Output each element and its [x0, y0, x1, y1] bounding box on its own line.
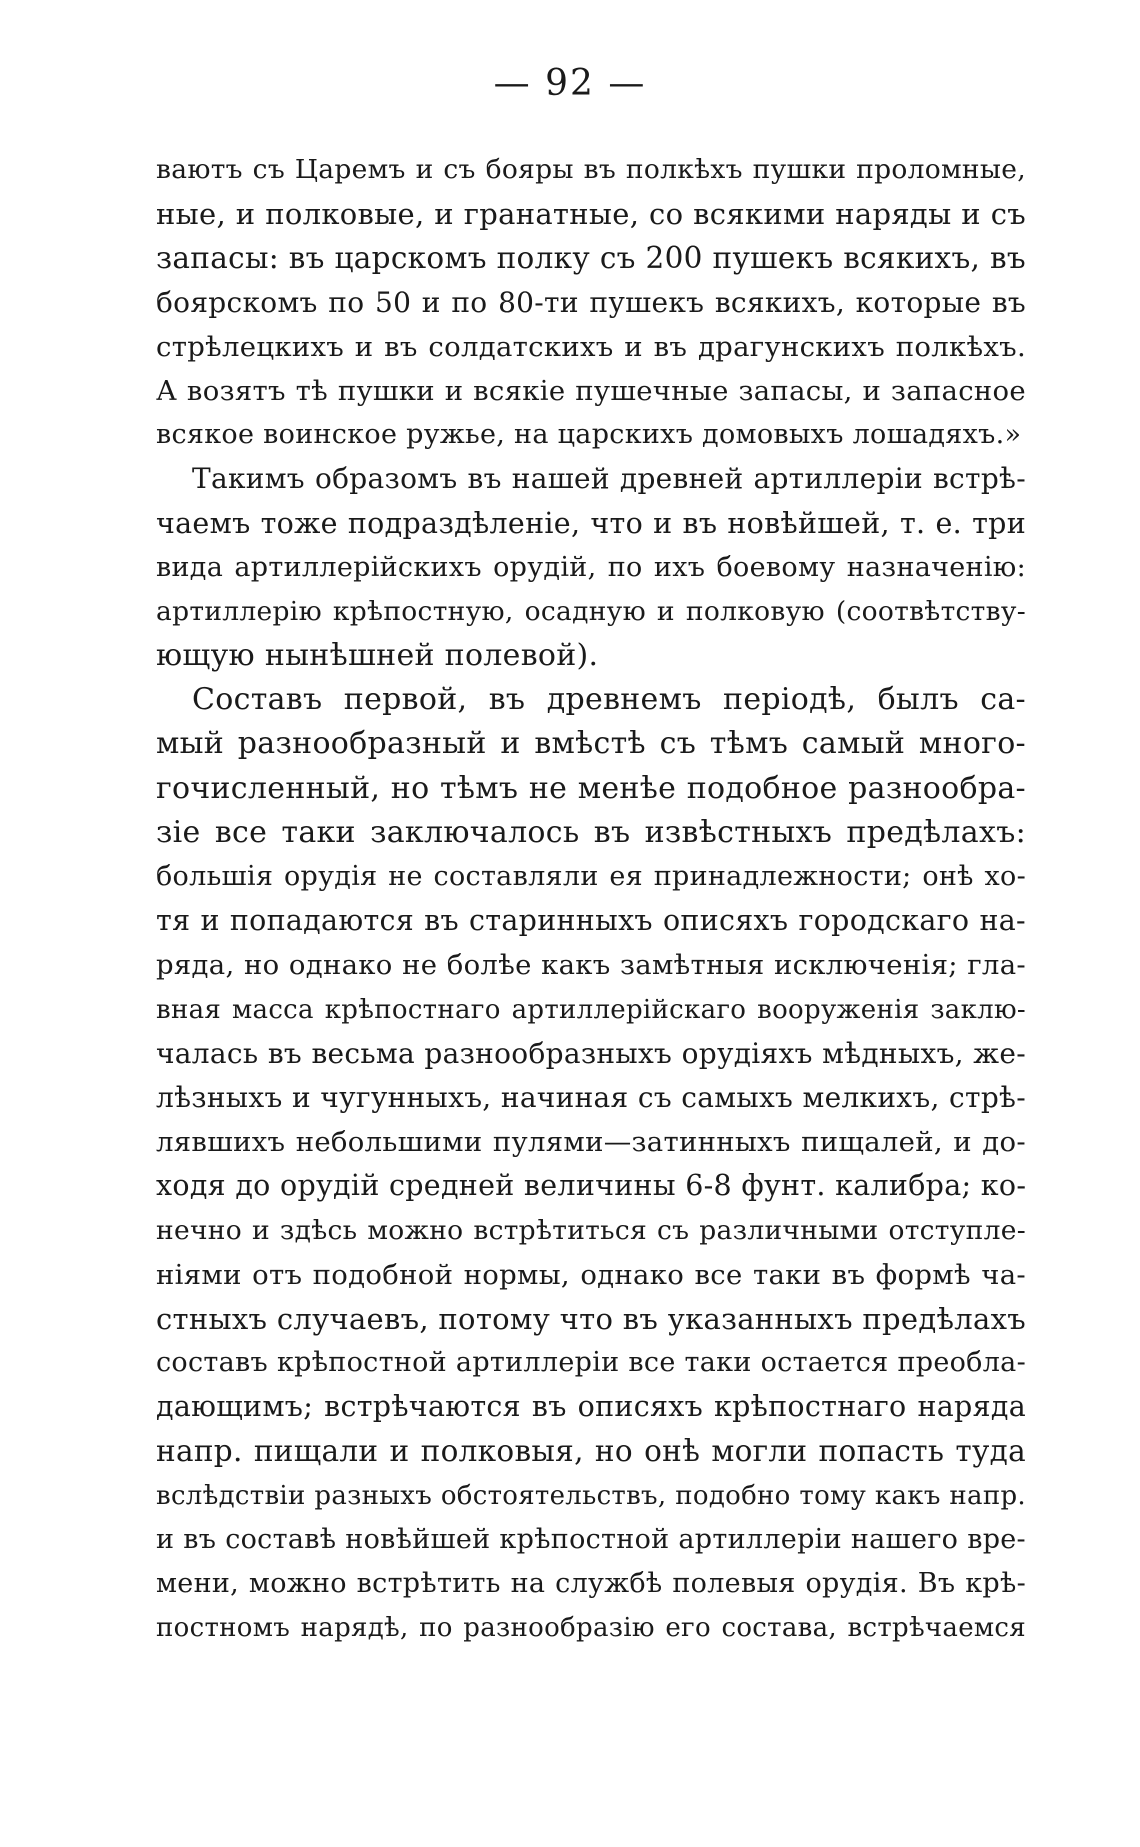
page-number: — 92 — [493, 63, 647, 104]
body-text [156, 148, 1026, 1650]
text-line: ходя до орудій средней величины 6-8 фунт. калибра; ко- [156, 1169, 1026, 1203]
text-line: зіе все таки заключалось въ извѣстныхъ предѣлахъ: [156, 814, 1026, 850]
text-line: артиллерію крѣпостную, осадную и полковую (соотвѣтству- [156, 595, 1026, 627]
text-line: тя и попадаются въ старинныхъ описяхъ городскаго на- [156, 904, 1026, 938]
text-line: всякое воинское ружье, на царскихъ домовыхъ лошадяхъ.» [156, 419, 1022, 451]
text-line: боярскомъ по 50 и по 80-ти пушекъ всякихъ, которые въ [156, 285, 1026, 319]
text-line: составъ крѣпостной артиллеріи все таки остается преобла- [156, 1347, 1026, 1379]
text-line: стныхъ случаевъ, потому что въ указанныхъ предѣлахъ [156, 1301, 1026, 1336]
text-line: Составъ первой, въ древнемъ періодѣ, былъ са- [192, 682, 1026, 718]
text-line: чалась въ весьма разнообразныхъ орудіяхъ мѣдныхъ, же- [156, 1036, 1026, 1070]
text-line: ряда, но однако не болѣе какъ замѣтныя исключенія; гла- [156, 949, 1026, 982]
text-line: и въ составѣ новѣйшей крѣпостной артиллеріи нашего вре- [156, 1523, 1026, 1555]
text-line: гочисленный, но тѣмъ не менѣе подобное разнообра- [156, 770, 1026, 806]
text-line: ніями отъ подобной нормы, однако все таки въ формѣ ча- [156, 1258, 1026, 1291]
text-line: вслѣдствіи разныхъ обстоятельствъ, подобно тому какъ напр. [156, 1480, 1026, 1511]
text-line: А возятъ тѣ пушки и всякіе пушечные запасы, и запасное [156, 374, 1026, 407]
text-line: мени, можно встрѣтить на службѣ полевыя орудія. Въ крѣ- [156, 1568, 1026, 1599]
text-line: постномъ нарядѣ, по разнообразію его состава, встрѣчаемся [156, 1613, 1026, 1644]
text-line: большія орудія не составляли ея принадлежности; онѣ хо- [156, 861, 1026, 892]
text-line: дающимъ; встрѣчаются въ описяхъ крѣпостнаго наряда [156, 1390, 1026, 1424]
text-line: ные, и полковые, и гранатные, со всякими наряды и съ [156, 197, 1026, 232]
text-line: ющую нынѣшней полевой). [156, 638, 599, 674]
text-line: напр. пищали и полковыя, но онѣ могли попасть туда [156, 1434, 1026, 1469]
text-line: лявшихъ небольшими пулями—затинныхъ пищалей, и до- [156, 1126, 1026, 1159]
text-line: мый разнообразный и вмѣстѣ съ тѣмъ самый много- [156, 726, 1026, 762]
text-line: вная масса крѣпостнаго артиллерійскаго вооруженія заклю- [156, 994, 1026, 1025]
text-line: Такимъ образомъ въ нашей древней артиллеріи встрѣ- [192, 462, 1026, 496]
text-line: вида артиллерійскихъ орудій, по ихъ боевому назначенію: [156, 551, 1026, 583]
text-line: запасы: въ царскомъ полку съ 200 пушекъ всякихъ, въ [156, 241, 1026, 276]
text-line: лѣзныхъ и чугунныхъ, начиная съ самыхъ мелкихъ, стрѣ- [156, 1080, 1026, 1114]
text-line: стрѣлецкихъ и въ солдатскихъ и въ драгунскихъ полкѣхъ. [156, 330, 1026, 363]
text-line: нечно и здѣсь можно встрѣтиться съ различными отступле- [156, 1214, 1026, 1246]
text-line: чаемъ тоже подраздѣленіе, что и въ новѣйшей, т. е. три [156, 506, 1026, 540]
text-line: ваютъ съ Царемъ и съ бояры въ полкѣхъ пушки проломные, [156, 154, 1026, 185]
